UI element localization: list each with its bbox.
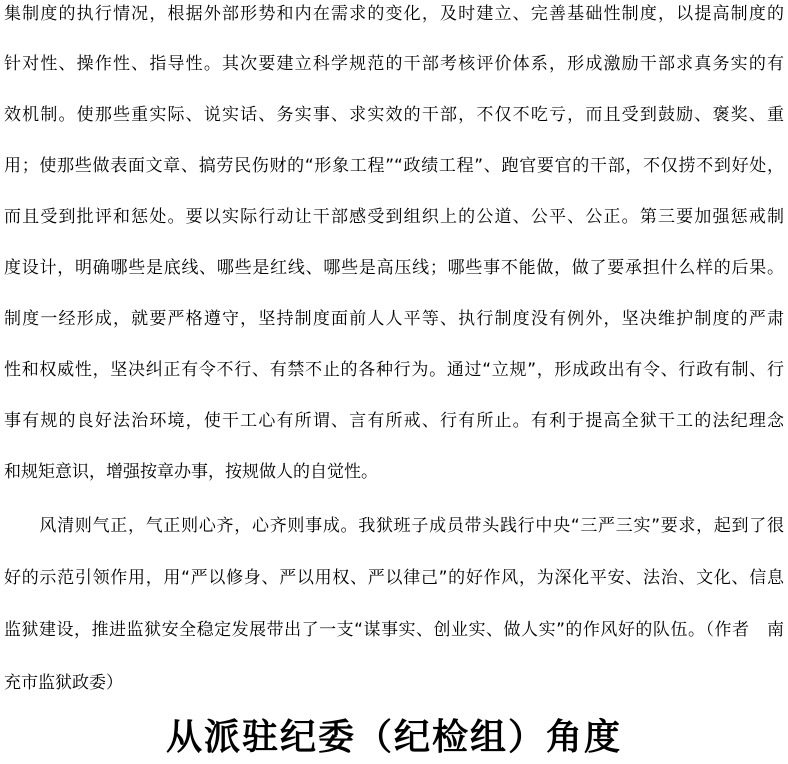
paragraph-line-4: 用；使那些做表面文章、搞劳民伤财的“形象工程”“政绩工程”、跑官要官的干部，不仅捞不到好处， — [4, 156, 784, 176]
paragraph-line-7: 制度一经形成，就要严格遵守，坚持制度面前人人平等、执行制度没有例外，坚决维护制度的严肃 — [4, 309, 784, 329]
paragraph-line-2: 针对性、操作性、指导性。其次要建立科学规范的干部考核评价体系，形成激励干部求真务实的有 — [4, 54, 784, 74]
paragraph-line-13: 监狱建设，推进监狱安全稳定发展带出了一支“谋事实、创业实、做人实”的作风好的队伍。（作者 南 — [4, 620, 784, 640]
paragraph-line-1: 集制度的执行情况，根据外部形势和内在需求的变化，及时建立、完善基础性制度，以提高制度的 — [4, 4, 784, 24]
paragraph-line-9: 事有规的良好法治环境，使干工心有所谓、言有所戒、行有所止。有利于提高全狱干工的法纪理念 — [4, 411, 784, 431]
paragraph-line-6: 度设计，明确哪些是底线、哪些是红线、哪些是高压线；哪些事不能做，做了要承担什么样的后果。 — [4, 258, 784, 278]
paragraph-line-14: 充市监狱政委） — [4, 673, 123, 693]
section-heading: 从派驻纪委（纪检组）角度 — [165, 716, 622, 758]
paragraph-line-10: 和规矩意识，增强按章办事，按规做人的自觉性。 — [4, 462, 378, 482]
paragraph-line-8: 性和权威性，坚决纠正有令不行、有禁不止的各种行为。通过“立规”，形成政出有令、行政有制、行 — [4, 360, 784, 380]
paragraph-line-11: 风清则气正，气正则心齐，心齐则事成。我狱班子成员带头践行中央“三严三实”要求，起到了很 — [4, 516, 784, 536]
paragraph-line-12: 好的示范引领作用，用“严以修身、严以用权、严以律己”的好作风，为深化平安、法治、文化、信息 — [4, 568, 784, 588]
paragraph-line-3: 效机制。使那些重实际、说实话、务实事、求实效的干部，不仅不吃亏，而且受到鼓励、褒奖、重 — [4, 105, 784, 125]
paragraph-line-5: 而且受到批评和惩处。要以实际行动让干部感受到组织上的公道、公平、公正。第三要加强惩戒制 — [4, 207, 784, 227]
